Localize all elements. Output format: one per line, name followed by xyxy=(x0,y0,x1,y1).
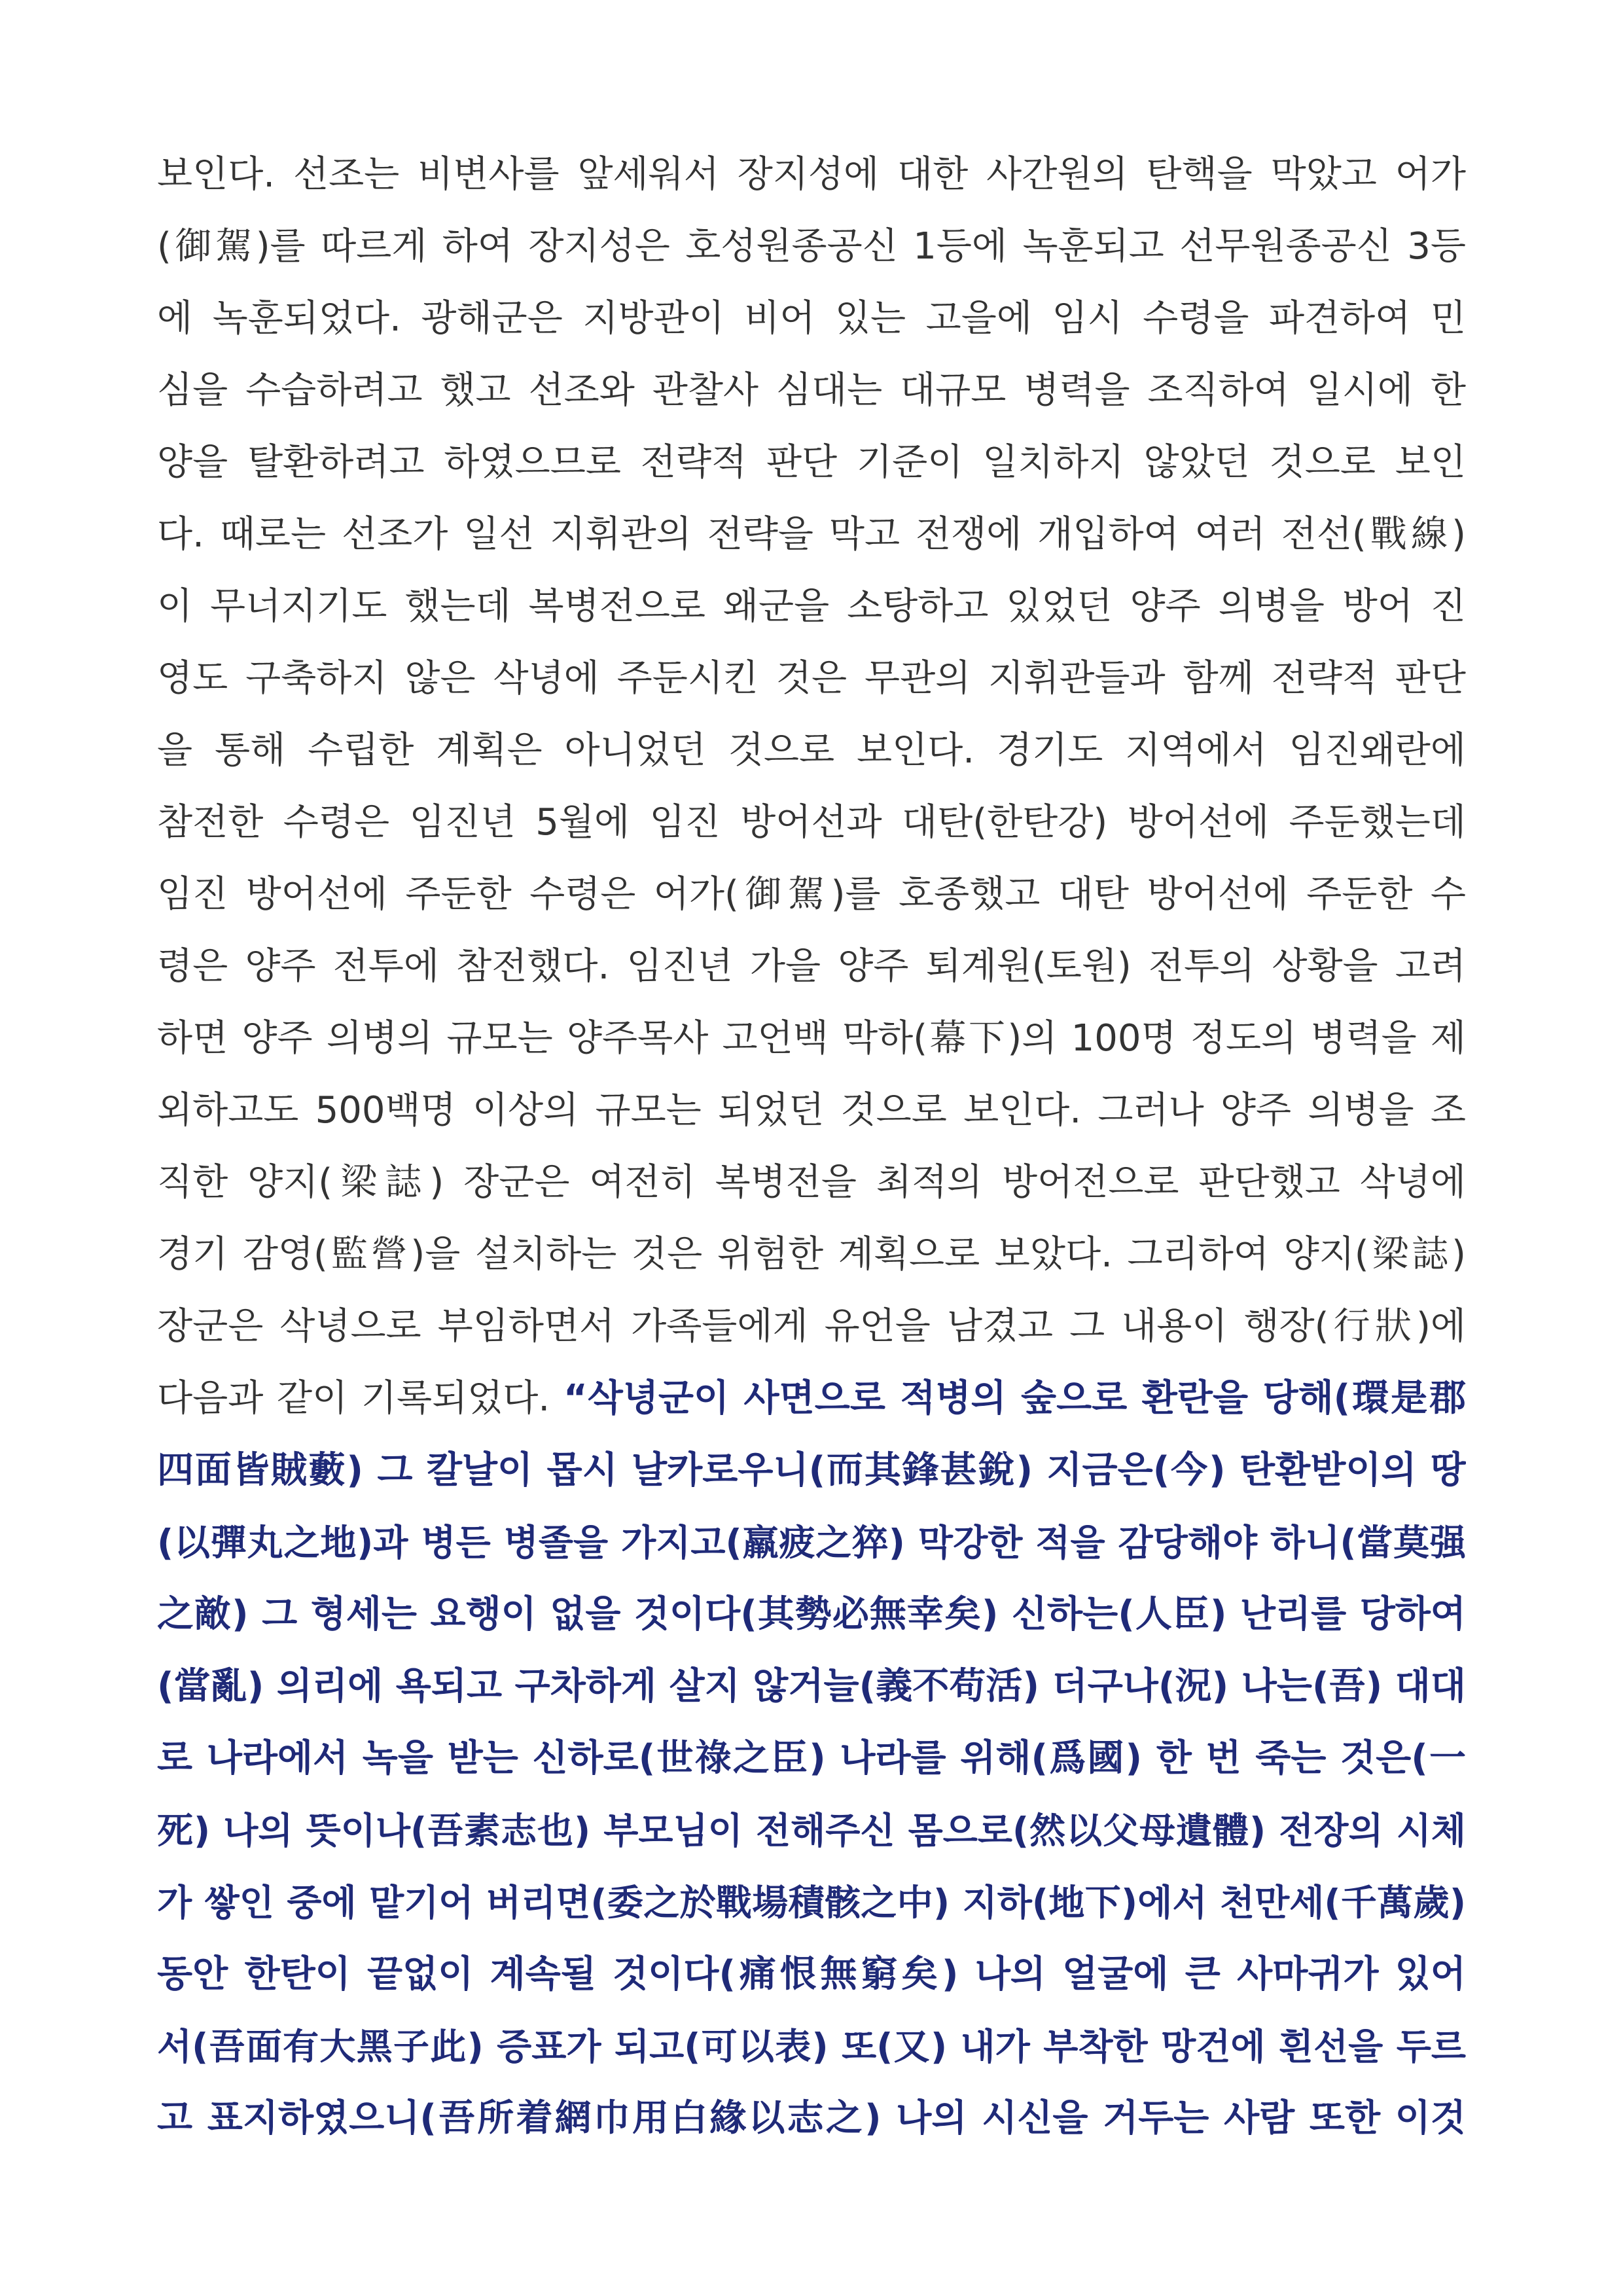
text-line: 하면 양주 의병의 규모는 양주목사 고언백 막하(幕下)의 100명 정도의 병력을 제 xyxy=(157,1017,1466,1060)
quote-line: (當亂) 의리에 욕되고 구차하게 살지 않거늘(義不苟活) 더구나(況) 나는(吾) 대대 xyxy=(157,1665,1466,1708)
text-line: 영도 구축하지 않은 삭녕에 주둔시킨 것은 무관의 지휘관들과 함께 전략적 판단 xyxy=(157,657,1466,700)
quote-line: 서(吾面有大黑子此) 증표가 되고(可以表) 또(又) 내가 부착한 망건에 흰선을 두르 xyxy=(157,2026,1466,2068)
quote-line: 死) 나의 뜻이나(吾素志也) 부모님이 전해주신 몸으로(然以父母遺體) 전장의 시체 xyxy=(157,1810,1466,1852)
text-line: 경기 감영(監營)을 설치하는 것은 위험한 계획으로 보았다. 그리하여 양지(梁誌) xyxy=(157,1233,1466,1276)
quote-line: 동안 한탄이 끝없이 계속될 것이다(痛恨無窮矣) 나의 얼굴에 큰 사마귀가 있어 xyxy=(157,1953,1466,1996)
quote-line: 四面皆賊藪) 그 칼날이 몹시 날카로우니(而其鋒甚銳) 지금은(今) 탄환받이의 땅 xyxy=(157,1449,1466,1492)
text-line: 외하고도 500백명 이상의 규모는 되었던 것으로 보인다. 그러나 양주 의병을 조 xyxy=(157,1089,1466,1132)
text-line: 장군은 삭녕으로 부임하면서 가족들에게 유언을 남겼고 그 내용이 행장(行狀)에 xyxy=(157,1305,1466,1348)
text-line: 양을 탈환하려고 하였으므로 전략적 판단 기준이 일치하지 않았던 것으로 보인 xyxy=(157,441,1466,484)
text-line: (御駕)를 따르게 하여 장지성은 호성원종공신 1등에 녹훈되고 선무원종공신 3등 xyxy=(157,225,1466,268)
document-page xyxy=(157,139,1466,2155)
text-line: 다. 때로는 선조가 일선 지휘관의 전략을 막고 전쟁에 개입하여 여러 전선(戰線) xyxy=(157,513,1466,556)
quote-line: 로 나라에서 녹을 받는 신하로(世祿之臣) 나라를 위해(爲國) 한 번 죽는 것은(一 xyxy=(157,1737,1466,1780)
quote-line: 고 표지하였으니(吾所着網巾用白緣以志之) 나의 시신을 거두는 사람 또한 이것 xyxy=(157,2097,1466,2140)
quote-line: 가 쌓인 중에 맡기어 버리면(委之於戰場積骸之中) 지하(地下)에서 천만세(千萬歲) xyxy=(157,1882,1466,1924)
text-line: 직한 양지(梁誌) 장군은 여전히 복병전을 최적의 방어전으로 판단했고 삭녕에 xyxy=(157,1161,1466,1204)
text-line: 에 녹훈되었다. 광해군은 지방관이 비어 있는 고을에 임시 수령을 파견하여 민 xyxy=(157,297,1466,340)
text-line: 이 무너지기도 했는데 복병전으로 왜군을 소탕하고 있었던 양주 의병을 방어 진 xyxy=(157,585,1466,628)
text-line: 임진 방어선에 주둔한 수령은 어가(御駕)를 호종했고 대탄 방어선에 주둔한 수 xyxy=(157,873,1466,916)
quote-segment: “삭녕군이 사면으로 적병의 숲으로 환란을 당해(環是郡 xyxy=(563,1377,1466,1420)
text-segment: 다음과 같이 기록되었다. xyxy=(157,1377,563,1420)
text-line: 령은 양주 전투에 참전했다. 임진년 가을 양주 퇴계원(토원) 전투의 상황을 고려 xyxy=(157,945,1466,988)
text-line: 심을 수습하려고 했고 선조와 관찰사 심대는 대규모 병력을 조직하여 일시에 한 xyxy=(157,369,1466,412)
quote-line: 之敵) 그 형세는 요행이 없을 것이다(其勢必無幸矣) 신하는(人臣) 난리를 당하여 xyxy=(157,1593,1466,1636)
quote-line: (以彈丸之地)과 병든 병졸을 가지고(羸疲之猝) 막강한 적을 감당해야 하니(當莫强 xyxy=(157,1522,1466,1564)
text-line: 참전한 수령은 임진년 5월에 임진 방어선과 대탄(한탄강) 방어선에 주둔했는데 xyxy=(157,801,1466,844)
text-line: 을 통해 수립한 계획은 아니었던 것으로 보인다. 경기도 지역에서 임진왜란에 xyxy=(157,729,1466,772)
text-line: 보인다. 선조는 비변사를 앞세워서 장지성에 대한 사간원의 탄핵을 막았고 어가 xyxy=(157,153,1466,196)
mixed-text-line xyxy=(157,1363,1466,1435)
